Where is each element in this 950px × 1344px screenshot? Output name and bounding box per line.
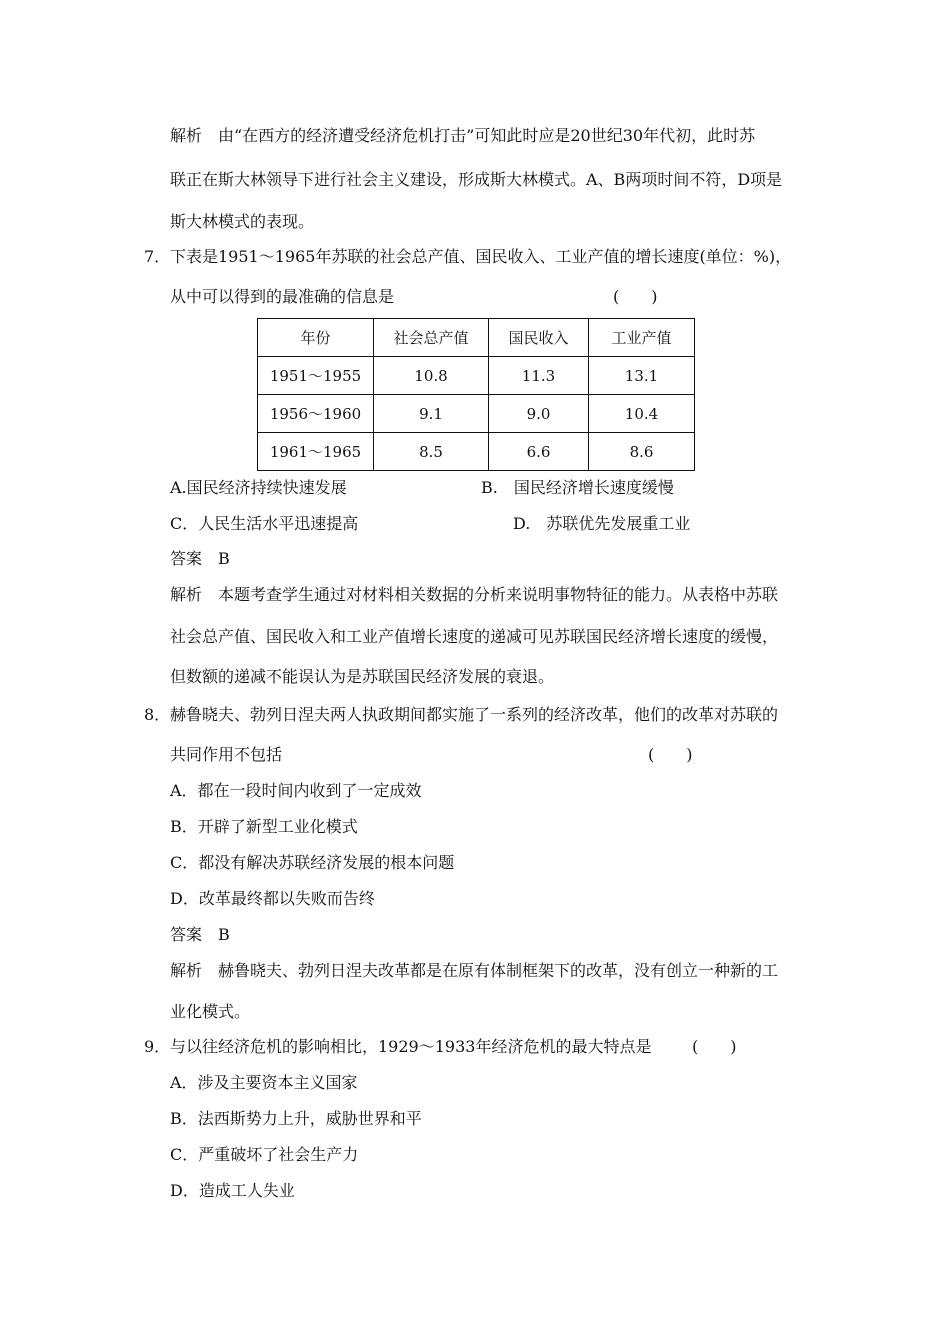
q8-number: 8． — [144, 705, 171, 724]
table-cell: 1961～1965 — [258, 433, 374, 471]
q6-analysis-line-1: 解析 由“在西方的经济遭受经济危机打击”可知此时应是20世纪30年代初，此时苏 — [170, 126, 756, 145]
q9-option-b: B．法西斯势力上升，威胁世界和平 — [170, 1109, 422, 1128]
q7-data-table — [257, 318, 695, 471]
q7-analysis-line-3: 但数额的递减不能误认为是苏联国民经济发展的衰退。 — [170, 667, 555, 686]
table-header-cell: 工业产值 — [589, 319, 695, 357]
q8-option-d: D．改革最终都以失败而告终 — [170, 889, 375, 908]
q8-stem-line-2: 共同作用不包括 — [170, 745, 283, 764]
q8-option-c: C．都没有解决苏联经济发展的根本问题 — [170, 853, 455, 872]
table-cell: 6.6 — [489, 433, 589, 471]
q8-answer: 答案 B — [170, 925, 230, 944]
table-cell: 10.8 — [374, 357, 489, 395]
q7-option-b: B. 国民经济增长速度缓慢 — [481, 478, 674, 497]
q6-analysis-line-2: 联正在斯大林领导下进行社会主义建设，形成斯大林模式。A、B两项时间不符，D项是 — [170, 170, 783, 189]
table-row — [258, 395, 695, 433]
q7-answer: 答案 B — [170, 549, 230, 568]
q9-number: 9． — [144, 1037, 171, 1056]
q6-analysis-line-3: 斯大林模式的表现。 — [170, 212, 315, 231]
q7-stem-line-1: 下表是1951～1965年苏联的社会总产值、国民收入、工业产值的增长速度(单位：%)， — [170, 247, 792, 266]
q9-answer-paren: ( ) — [692, 1037, 737, 1056]
q7-answer-paren: ( ) — [613, 287, 658, 306]
q9-option-c: C．严重破坏了社会生产力 — [170, 1145, 359, 1164]
table-cell: 9.1 — [374, 395, 489, 433]
table-cell: 13.1 — [589, 357, 695, 395]
table-row — [258, 433, 695, 471]
table-header-cell: 年份 — [258, 319, 374, 357]
table-header-cell: 国民收入 — [489, 319, 589, 357]
q8-stem-line-1: 赫鲁晓夫、勃列日涅夫两人执政期间都实施了一系列的经济改革，他们的改革对苏联的 — [170, 705, 779, 724]
table-cell: 11.3 — [489, 357, 589, 395]
q8-option-a: A．都在一段时间内收到了一定成效 — [170, 781, 422, 800]
q9-option-d: D．造成工人失业 — [170, 1181, 295, 1200]
table-cell: 8.5 — [374, 433, 489, 471]
q7-analysis-line-2: 社会总产值、国民收入和工业产值增长速度的递减可见苏联国民经济增长速度的缓慢， — [170, 627, 779, 646]
table-cell: 9.0 — [489, 395, 589, 433]
q8-analysis-line-1: 解析 赫鲁晓夫、勃列日涅夫改革都是在原有体制框架下的改革，没有创立一种新的工 — [170, 961, 779, 980]
q7-option-d: D. 苏联优先发展重工业 — [513, 514, 691, 533]
q7-option-a: A.国民经济持续快速发展 — [170, 478, 347, 497]
q8-answer-paren: ( ) — [648, 745, 693, 764]
table-header-cell: 社会总产值 — [374, 319, 489, 357]
q7-analysis-line-1: 解析 本题考查学生通过对材料相关数据的分析来说明事物特征的能力。从表格中苏联 — [170, 585, 779, 604]
table-cell: 10.4 — [589, 395, 695, 433]
q7-number: 7． — [144, 247, 171, 266]
table-cell: 8.6 — [589, 433, 695, 471]
q7-option-c: C．人民生活水平迅速提高 — [170, 514, 359, 533]
q8-analysis-line-2: 业化模式。 — [170, 1002, 251, 1021]
q8-option-b: B．开辟了新型工业化模式 — [170, 817, 358, 836]
table-cell: 1956～1960 — [258, 395, 374, 433]
q7-stem-line-2: 从中可以得到的最准确的信息是 — [170, 287, 395, 306]
q9-option-a: A．涉及主要资本主义国家 — [170, 1073, 358, 1092]
table-row — [258, 357, 695, 395]
table-header-row — [258, 319, 695, 357]
table-cell: 1951～1955 — [258, 357, 374, 395]
q9-stem: 与以往经济危机的影响相比，1929～1933年经济危机的最大特点是 — [170, 1037, 652, 1056]
